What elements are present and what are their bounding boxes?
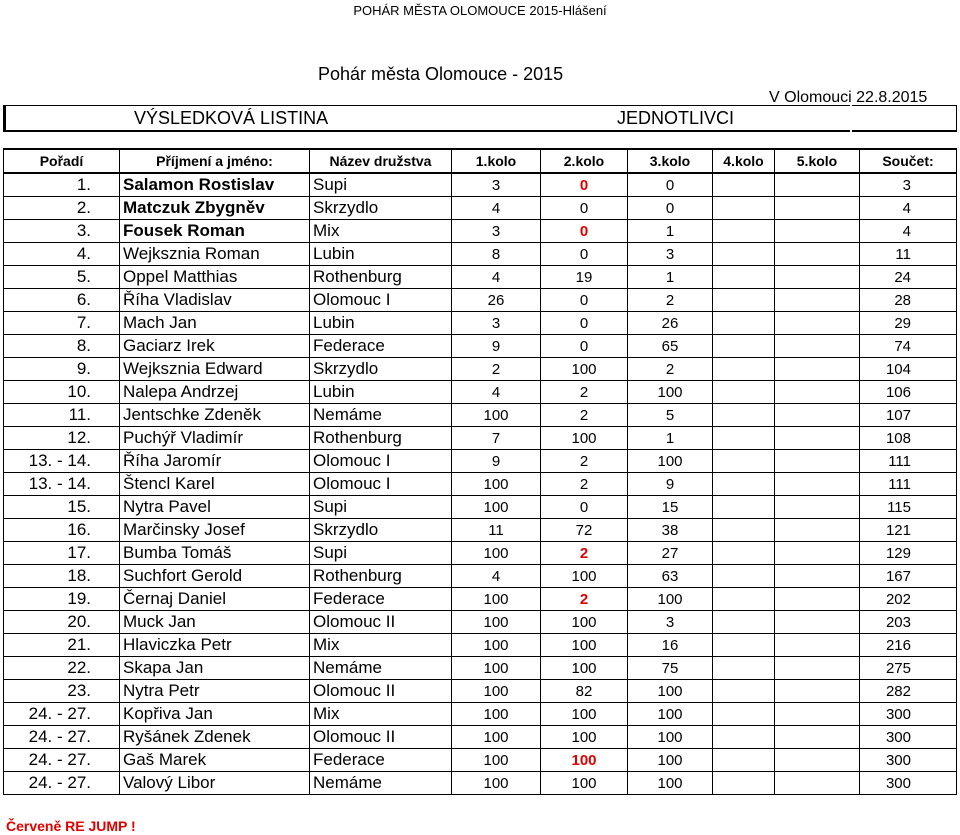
name-cell: Štencl Karel	[120, 473, 310, 496]
table-row	[4, 772, 957, 795]
team-cell: Federace	[310, 335, 452, 358]
team-cell: Olomouc I	[310, 289, 452, 312]
round-2-cell: 2	[541, 473, 628, 496]
table-row	[4, 358, 957, 381]
name-cell: Hlaviczka Petr	[120, 634, 310, 657]
table-row	[4, 289, 957, 312]
round-5-cell	[775, 404, 860, 427]
table-row	[4, 588, 957, 611]
round-4-cell	[713, 772, 775, 795]
round-2-cell: 100	[541, 565, 628, 588]
total-cell: 129	[860, 542, 957, 565]
round-4-cell	[713, 634, 775, 657]
table-row	[4, 657, 957, 680]
round-2-cell: 100	[541, 634, 628, 657]
round-5-cell	[775, 634, 860, 657]
round-2-cell: 2	[541, 381, 628, 404]
round-5-cell	[775, 312, 860, 335]
header-round-3: 3.kolo	[628, 149, 713, 173]
name-cell: Muck Jan	[120, 611, 310, 634]
table-row	[4, 726, 957, 749]
round-1-cell: 100	[452, 680, 541, 703]
name-cell: Mach Jan	[120, 312, 310, 335]
round-1-cell: 100	[452, 726, 541, 749]
competition-title: Pohár města Olomouce - 2015	[318, 64, 564, 84]
round-5-cell	[775, 496, 860, 519]
total-cell: 300	[860, 772, 957, 795]
round-3-cell: 100	[628, 588, 713, 611]
team-cell: Olomouc II	[310, 726, 452, 749]
round-1-cell: 100	[452, 772, 541, 795]
total-cell: 111	[860, 473, 957, 496]
table-row	[4, 519, 957, 542]
round-5-cell	[775, 335, 860, 358]
table-row	[4, 565, 957, 588]
round-2-cell: 82	[541, 680, 628, 703]
rank-cell: 7.	[4, 312, 120, 335]
name-cell: Jentschke Zdeněk	[120, 404, 310, 427]
table-row	[4, 427, 957, 450]
table-row	[4, 473, 957, 496]
round-3-cell: 2	[628, 289, 713, 312]
results-title: VÝSLEDKOVÁ LISTINA	[134, 108, 329, 128]
round-1-cell: 100	[452, 703, 541, 726]
round-5-cell	[775, 588, 860, 611]
team-cell: Lubin	[310, 312, 452, 335]
round-1-cell: 2	[452, 358, 541, 381]
header-round-5: 5.kolo	[775, 149, 860, 173]
total-cell: 106	[860, 381, 957, 404]
rank-cell: 13. - 14.	[4, 450, 120, 473]
total-cell: 3	[860, 173, 957, 197]
total-cell: 121	[860, 519, 957, 542]
total-cell: 104	[860, 358, 957, 381]
round-3-cell: 63	[628, 565, 713, 588]
round-1-cell: 100	[452, 496, 541, 519]
round-3-cell: 100	[628, 703, 713, 726]
team-cell: Lubin	[310, 381, 452, 404]
round-2-cell: 0	[541, 173, 628, 197]
round-3-cell: 38	[628, 519, 713, 542]
total-cell: 282	[860, 680, 957, 703]
name-cell: Valový Libor	[120, 772, 310, 795]
total-cell: 300	[860, 726, 957, 749]
round-4-cell	[713, 680, 775, 703]
total-cell: 107	[860, 404, 957, 427]
round-2-cell: 100	[541, 358, 628, 381]
team-cell: Olomouc II	[310, 680, 452, 703]
round-1-cell: 4	[452, 381, 541, 404]
team-cell: Rothenburg	[310, 565, 452, 588]
team-cell: Supi	[310, 173, 452, 197]
rank-cell: 5.	[4, 266, 120, 289]
round-1-cell: 100	[452, 588, 541, 611]
round-1-cell: 100	[452, 634, 541, 657]
round-4-cell	[713, 197, 775, 220]
rank-cell: 10.	[4, 381, 120, 404]
total-cell: 300	[860, 749, 957, 772]
round-5-cell	[775, 427, 860, 450]
round-1-cell: 8	[452, 243, 541, 266]
total-cell: 300	[860, 703, 957, 726]
round-2-cell: 2	[541, 404, 628, 427]
rank-cell: 4.	[4, 243, 120, 266]
round-2-cell: 0	[541, 197, 628, 220]
total-cell: 11	[860, 243, 957, 266]
table-row	[4, 680, 957, 703]
team-cell: Rothenburg	[310, 266, 452, 289]
name-cell: Suchfort Gerold	[120, 565, 310, 588]
document-title: POHÁR MĚSTA OLOMOUCE 2015-Hlášení	[353, 3, 607, 18]
round-3-cell: 27	[628, 542, 713, 565]
round-4-cell	[713, 519, 775, 542]
round-4-cell	[713, 703, 775, 726]
table-row	[4, 173, 957, 197]
team-cell: Nemáme	[310, 404, 452, 427]
round-5-cell	[775, 519, 860, 542]
total-cell: 29	[860, 312, 957, 335]
round-4-cell	[713, 427, 775, 450]
red-jump-note: Červeně RE JUMP !	[6, 818, 136, 834]
team-cell: Olomouc I	[310, 473, 452, 496]
name-cell: Nalepa Andrzej	[120, 381, 310, 404]
table-row	[4, 404, 957, 427]
team-cell: Supi	[310, 542, 452, 565]
rank-cell: 2.	[4, 197, 120, 220]
team-cell: Rothenburg	[310, 427, 452, 450]
team-cell: Mix	[310, 220, 452, 243]
round-1-cell: 4	[452, 266, 541, 289]
round-1-cell: 3	[452, 220, 541, 243]
name-cell: Bumba Tomáš	[120, 542, 310, 565]
round-3-cell: 3	[628, 611, 713, 634]
round-2-cell: 0	[541, 312, 628, 335]
round-4-cell	[713, 542, 775, 565]
team-cell: Lubin	[310, 243, 452, 266]
round-1-cell: 100	[452, 473, 541, 496]
name-cell: Říha Jaromír	[120, 450, 310, 473]
round-5-cell	[775, 220, 860, 243]
round-4-cell	[713, 473, 775, 496]
round-1-cell: 3	[452, 173, 541, 197]
team-cell: Supi	[310, 496, 452, 519]
rank-cell: 6.	[4, 289, 120, 312]
header-team: Název družstva	[310, 149, 452, 173]
round-4-cell	[713, 220, 775, 243]
table-row	[4, 496, 957, 519]
rank-cell: 8.	[4, 335, 120, 358]
total-cell: 28	[860, 289, 957, 312]
round-4-cell	[713, 381, 775, 404]
rank-cell: 22.	[4, 657, 120, 680]
rank-cell: 1.	[4, 173, 120, 197]
round-3-cell: 9	[628, 473, 713, 496]
round-3-cell: 0	[628, 197, 713, 220]
round-4-cell	[713, 496, 775, 519]
team-cell: Federace	[310, 749, 452, 772]
round-5-cell	[775, 381, 860, 404]
round-1-cell: 3	[452, 312, 541, 335]
round-3-cell: 5	[628, 404, 713, 427]
header-row	[4, 149, 957, 173]
team-cell: Nemáme	[310, 657, 452, 680]
round-1-cell: 4	[452, 197, 541, 220]
rank-cell: 19.	[4, 588, 120, 611]
round-3-cell: 75	[628, 657, 713, 680]
table-row	[4, 312, 957, 335]
team-cell: Olomouc II	[310, 611, 452, 634]
round-5-cell	[775, 726, 860, 749]
round-4-cell	[713, 173, 775, 197]
round-5-cell	[775, 473, 860, 496]
round-4-cell	[713, 312, 775, 335]
rank-cell: 24. - 27.	[4, 726, 120, 749]
table-row	[4, 611, 957, 634]
name-cell: Wejksznia Roman	[120, 243, 310, 266]
round-3-cell: 3	[628, 243, 713, 266]
round-3-cell: 100	[628, 680, 713, 703]
round-4-cell	[713, 266, 775, 289]
table-row	[4, 542, 957, 565]
round-1-cell: 11	[452, 519, 541, 542]
round-4-cell	[713, 243, 775, 266]
table-row	[4, 703, 957, 726]
rank-cell: 24. - 27.	[4, 772, 120, 795]
total-cell: 202	[860, 588, 957, 611]
team-cell: Mix	[310, 634, 452, 657]
name-cell: Matczuk Zbygněv	[120, 197, 310, 220]
round-2-cell: 0	[541, 243, 628, 266]
round-2-cell: 0	[541, 220, 628, 243]
round-1-cell: 100	[452, 749, 541, 772]
round-3-cell: 100	[628, 772, 713, 795]
rank-cell: 24. - 27.	[4, 703, 120, 726]
round-2-cell: 0	[541, 289, 628, 312]
header-rank: Pořadí	[4, 149, 120, 173]
round-1-cell: 100	[452, 404, 541, 427]
team-cell: Mix	[310, 703, 452, 726]
table-row	[4, 381, 957, 404]
total-cell: 4	[860, 220, 957, 243]
total-cell: 108	[860, 427, 957, 450]
team-cell: Olomouc I	[310, 450, 452, 473]
name-cell: Ryšánek Zdenek	[120, 726, 310, 749]
header-round-1: 1.kolo	[452, 149, 541, 173]
round-3-cell: 1	[628, 220, 713, 243]
name-cell: Skapa Jan	[120, 657, 310, 680]
round-4-cell	[713, 588, 775, 611]
table-row	[4, 243, 957, 266]
round-5-cell	[775, 772, 860, 795]
round-1-cell: 100	[452, 657, 541, 680]
round-1-cell: 7	[452, 427, 541, 450]
round-5-cell	[775, 266, 860, 289]
name-cell: Říha Vladislav	[120, 289, 310, 312]
name-cell: Salamon Rostislav	[120, 173, 310, 197]
round-4-cell	[713, 450, 775, 473]
round-5-cell	[775, 289, 860, 312]
rank-cell: 15.	[4, 496, 120, 519]
rank-cell: 24. - 27.	[4, 749, 120, 772]
table-row	[4, 450, 957, 473]
round-5-cell	[775, 173, 860, 197]
total-cell: 167	[860, 565, 957, 588]
round-1-cell: 100	[452, 542, 541, 565]
round-2-cell: 72	[541, 519, 628, 542]
title-box-end	[852, 105, 957, 132]
round-4-cell	[713, 565, 775, 588]
round-5-cell	[775, 565, 860, 588]
rank-cell: 16.	[4, 519, 120, 542]
round-1-cell: 9	[452, 335, 541, 358]
round-3-cell: 16	[628, 634, 713, 657]
table-row	[4, 266, 957, 289]
total-cell: 203	[860, 611, 957, 634]
round-4-cell	[713, 657, 775, 680]
name-cell: Kopřiva Jan	[120, 703, 310, 726]
round-3-cell: 2	[628, 358, 713, 381]
round-3-cell: 0	[628, 173, 713, 197]
name-cell: Marčinsky Josef	[120, 519, 310, 542]
rank-cell: 17.	[4, 542, 120, 565]
table-row	[4, 197, 957, 220]
round-3-cell: 1	[628, 266, 713, 289]
rank-cell: 12.	[4, 427, 120, 450]
rank-cell: 9.	[4, 358, 120, 381]
table-row	[4, 634, 957, 657]
place-date: V Olomouci 22.8.2015	[769, 89, 928, 106]
round-2-cell: 19	[541, 266, 628, 289]
round-4-cell	[713, 404, 775, 427]
name-cell: Nytra Pavel	[120, 496, 310, 519]
rank-cell: 3.	[4, 220, 120, 243]
round-2-cell: 100	[541, 427, 628, 450]
round-4-cell	[713, 726, 775, 749]
header-round-2: 2.kolo	[541, 149, 628, 173]
round-3-cell: 100	[628, 450, 713, 473]
results-table	[3, 148, 957, 795]
rank-cell: 18.	[4, 565, 120, 588]
round-3-cell: 15	[628, 496, 713, 519]
total-cell: 115	[860, 496, 957, 519]
total-cell: 74	[860, 335, 957, 358]
team-cell: Skrzydlo	[310, 197, 452, 220]
header-name: Příjmení a jméno:	[120, 149, 310, 173]
round-2-cell: 100	[541, 657, 628, 680]
round-2-cell: 100	[541, 772, 628, 795]
rank-cell: 13. - 14.	[4, 473, 120, 496]
team-cell: Federace	[310, 588, 452, 611]
round-3-cell: 65	[628, 335, 713, 358]
round-5-cell	[775, 197, 860, 220]
total-cell: 216	[860, 634, 957, 657]
round-3-cell: 100	[628, 726, 713, 749]
team-cell: Skrzydlo	[310, 519, 452, 542]
round-5-cell	[775, 358, 860, 381]
round-5-cell	[775, 680, 860, 703]
table-row	[4, 749, 957, 772]
name-cell: Oppel Matthias	[120, 266, 310, 289]
round-5-cell	[775, 243, 860, 266]
name-cell: Gaš Marek	[120, 749, 310, 772]
table-row	[4, 335, 957, 358]
round-1-cell: 9	[452, 450, 541, 473]
round-1-cell: 100	[452, 611, 541, 634]
rank-cell: 23.	[4, 680, 120, 703]
round-5-cell	[775, 542, 860, 565]
total-cell: 4	[860, 197, 957, 220]
round-3-cell: 1	[628, 427, 713, 450]
round-1-cell: 4	[452, 565, 541, 588]
name-cell: Wejksznia Edward	[120, 358, 310, 381]
round-5-cell	[775, 450, 860, 473]
rank-cell: 21.	[4, 634, 120, 657]
round-3-cell: 100	[628, 749, 713, 772]
header-total: Součet:	[860, 149, 957, 173]
name-cell: Puchýř Vladimír	[120, 427, 310, 450]
round-3-cell: 100	[628, 381, 713, 404]
name-cell: Gaciarz Irek	[120, 335, 310, 358]
round-5-cell	[775, 611, 860, 634]
round-5-cell	[775, 749, 860, 772]
round-4-cell	[713, 289, 775, 312]
results-body	[4, 173, 957, 795]
round-4-cell	[713, 335, 775, 358]
table-row	[4, 220, 957, 243]
round-2-cell: 2	[541, 450, 628, 473]
total-cell: 24	[860, 266, 957, 289]
team-cell: Skrzydlo	[310, 358, 452, 381]
total-cell: 275	[860, 657, 957, 680]
team-cell: Nemáme	[310, 772, 452, 795]
round-2-cell: 100	[541, 726, 628, 749]
total-cell: 111	[860, 450, 957, 473]
round-1-cell: 26	[452, 289, 541, 312]
rank-cell: 11.	[4, 404, 120, 427]
header-round-4: 4.kolo	[713, 149, 775, 173]
round-2-cell: 100	[541, 703, 628, 726]
round-5-cell	[775, 703, 860, 726]
round-2-cell: 100	[541, 749, 628, 772]
rank-cell: 20.	[4, 611, 120, 634]
round-4-cell	[713, 358, 775, 381]
round-2-cell: 2	[541, 542, 628, 565]
round-2-cell: 2	[541, 588, 628, 611]
round-3-cell: 26	[628, 312, 713, 335]
round-4-cell	[713, 611, 775, 634]
round-5-cell	[775, 657, 860, 680]
name-cell: Nytra Petr	[120, 680, 310, 703]
name-cell: Fousek Roman	[120, 220, 310, 243]
name-cell: Černaj Daniel	[120, 588, 310, 611]
title-box-spacer	[758, 105, 850, 132]
round-2-cell: 100	[541, 611, 628, 634]
category-title: JEDNOTLIVCI	[617, 108, 735, 128]
round-4-cell	[713, 749, 775, 772]
round-2-cell: 0	[541, 335, 628, 358]
round-2-cell: 0	[541, 496, 628, 519]
